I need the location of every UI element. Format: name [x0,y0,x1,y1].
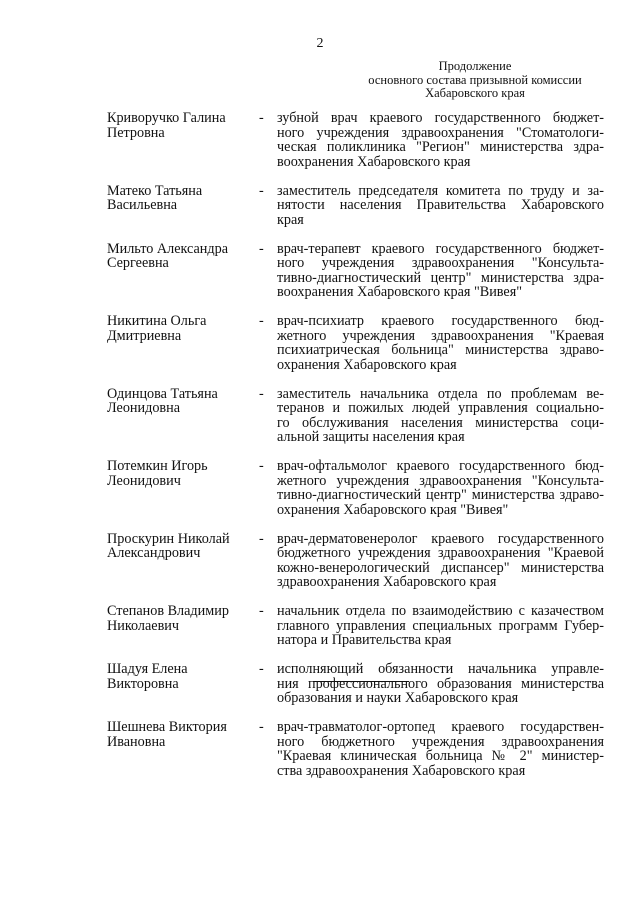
member-name-line: Потемкин Игорь [107,458,208,474]
member-position [277,662,604,706]
member-name-line: Леонидович [107,472,181,489]
member-name-line: Криворучко Галина [107,110,226,126]
member-position-line: заместитель председателя комитета по труду и за- [277,182,604,199]
separator-dash: - [259,313,264,329]
member-position-line: образования и науки Хабаровского края [277,690,519,706]
member-position [277,184,604,228]
member-position-line: ства здравоохранения Хабаровского края [277,762,526,779]
member-name-line: Сергеевна [107,255,169,271]
member-name-line: Викторовна [107,675,179,692]
member-row [107,314,607,372]
member-position-line: тивно-диагностический центр" министерства здра- [277,269,604,286]
separator-dash: - [259,603,264,619]
member-name-line: Ивановна [107,733,166,750]
member-row [107,387,607,445]
member-position [277,720,604,778]
member-position-line: теранов и пожилых людей управления социально- [277,400,604,416]
member-row [107,720,607,778]
member-position-line: зубной врач краевого государственного бюджет- [277,110,604,126]
member-row [107,532,607,590]
member-position-line: нятости населения Правительства Хабаровского [277,197,604,213]
member-name [107,387,259,416]
member-position-line: здравоохранения Хабаровского края [277,574,497,590]
separator-dash: - [259,240,264,257]
member-position-line: исполняющий обязанности начальника управле- [277,661,604,677]
member-name-line: Степанов Владимир [107,603,229,619]
separator-dash: - [259,110,264,126]
end-of-list-rule [313,681,409,682]
member-position [277,604,604,648]
member-position-line: жетного учреждения здравоохранения "Консульта- [277,472,604,489]
member-position-line: ного учреждения здравоохранения "Консульта- [277,255,604,271]
member-position-line: охранения Хабаровского края [277,356,457,373]
member-position-line: врач-офтальмолог краевого государственного бюд- [277,458,604,474]
separator-dash: - [259,719,264,735]
member-name-line: Никитина Ольга [107,313,207,329]
member-name-line: Васильевна [107,197,178,213]
continuation-line-2: основного состава призывной комиссии [368,72,582,87]
continuation-line-3: Хабаровского края [425,86,525,100]
separator-dash: - [259,458,264,474]
member-position-line: жетного учреждения здравоохранения "Краевая [277,327,604,344]
member-position [277,111,604,169]
member-row [107,459,607,517]
member-position-line: кожно-венерологический диспансер" министерства [277,559,604,576]
member-position-line: начальник отдела по взаимодействию с казачеством [277,603,604,619]
member-position-line: воохранения Хабаровского края "Вивея" [277,284,523,300]
member-row [107,662,607,706]
member-name [107,604,259,633]
member-position-line: психиатрическая больница" министерства здраво- [277,342,604,358]
member-name-line: Мильто Александра [107,240,229,257]
member-row [107,184,607,228]
member-position-line: врач-травматолог-ортопед краевого государствен- [277,719,604,735]
member-position-line: воохранения Хабаровского края [277,153,471,170]
member-name-line: Леонидовна [107,400,181,416]
member-name-line: Шешнева Виктория [107,719,227,735]
member-name [107,314,259,343]
member-name-line: Александрович [107,545,201,561]
separator-dash: - [259,530,264,547]
member-name [107,662,259,691]
member-position-line: края [277,211,304,228]
member-name-line: Шадуя Елена [107,661,188,677]
member-row [107,242,607,300]
continuation-header [360,60,590,101]
member-position-line: врач-психиатр краевого государственного бюд- [277,313,604,329]
separator-dash: - [259,661,264,677]
member-position-line: заместитель начальника отдела по проблемам ве- [277,385,604,402]
member-position-line: бюджетного учреждения здравоохранения "Краевой [277,545,604,561]
member-position-line: го обслуживания населения министерства соци- [277,414,604,431]
member-position-line: врач-дерматовенеролог краевого государственного [277,530,604,547]
member-name [107,720,259,749]
member-name [107,242,259,271]
member-position [277,314,604,372]
member-position-line: натора и Правительства края [277,632,452,648]
member-position-line: главного управления специальных программ Губер- [277,617,604,634]
member-row [107,604,607,648]
member-position-line: "Краевая клиническая больница № 2" министер- [277,748,604,764]
commission-members-list [107,111,607,778]
separator-dash: - [259,182,264,199]
member-position-line: ного бюджетного учреждения здравоохранения [277,733,604,750]
member-position-line: тивно-диагностический центр" министерства здраво- [277,487,604,503]
member-position-line: врач-терапевт краевого государственного бюджет- [277,240,604,257]
member-name-line: Проскурин Николай [107,530,230,547]
member-position-line: ного учреждения здравоохранения "Стоматологи- [277,124,604,141]
member-name-line: Николаевич [107,617,180,634]
member-position-line: альной защиты населения края [277,429,465,445]
continuation-line-1: Продолжение [438,59,512,73]
member-position [277,387,604,445]
member-position-line: ческая поликлиника "Регион" министерства здра- [277,139,604,155]
page-number: 2 [316,36,324,51]
member-name [107,532,259,561]
member-name [107,184,259,213]
member-name-line: Одинцова Татьяна [107,385,218,402]
member-position [277,532,604,590]
member-name-line: Матеко Татьяна [107,182,203,199]
separator-dash: - [259,385,264,402]
member-position-line: ния профессионального образования министерства [277,675,604,692]
member-row [107,111,607,169]
member-name [107,111,259,140]
member-position [277,242,604,300]
member-name-line: Дмитриевна [107,327,182,344]
member-position [277,459,604,517]
member-position-line: охранения Хабаровского края "Вивея" [277,501,509,518]
member-name [107,459,259,488]
member-name-line: Петровна [107,124,165,141]
